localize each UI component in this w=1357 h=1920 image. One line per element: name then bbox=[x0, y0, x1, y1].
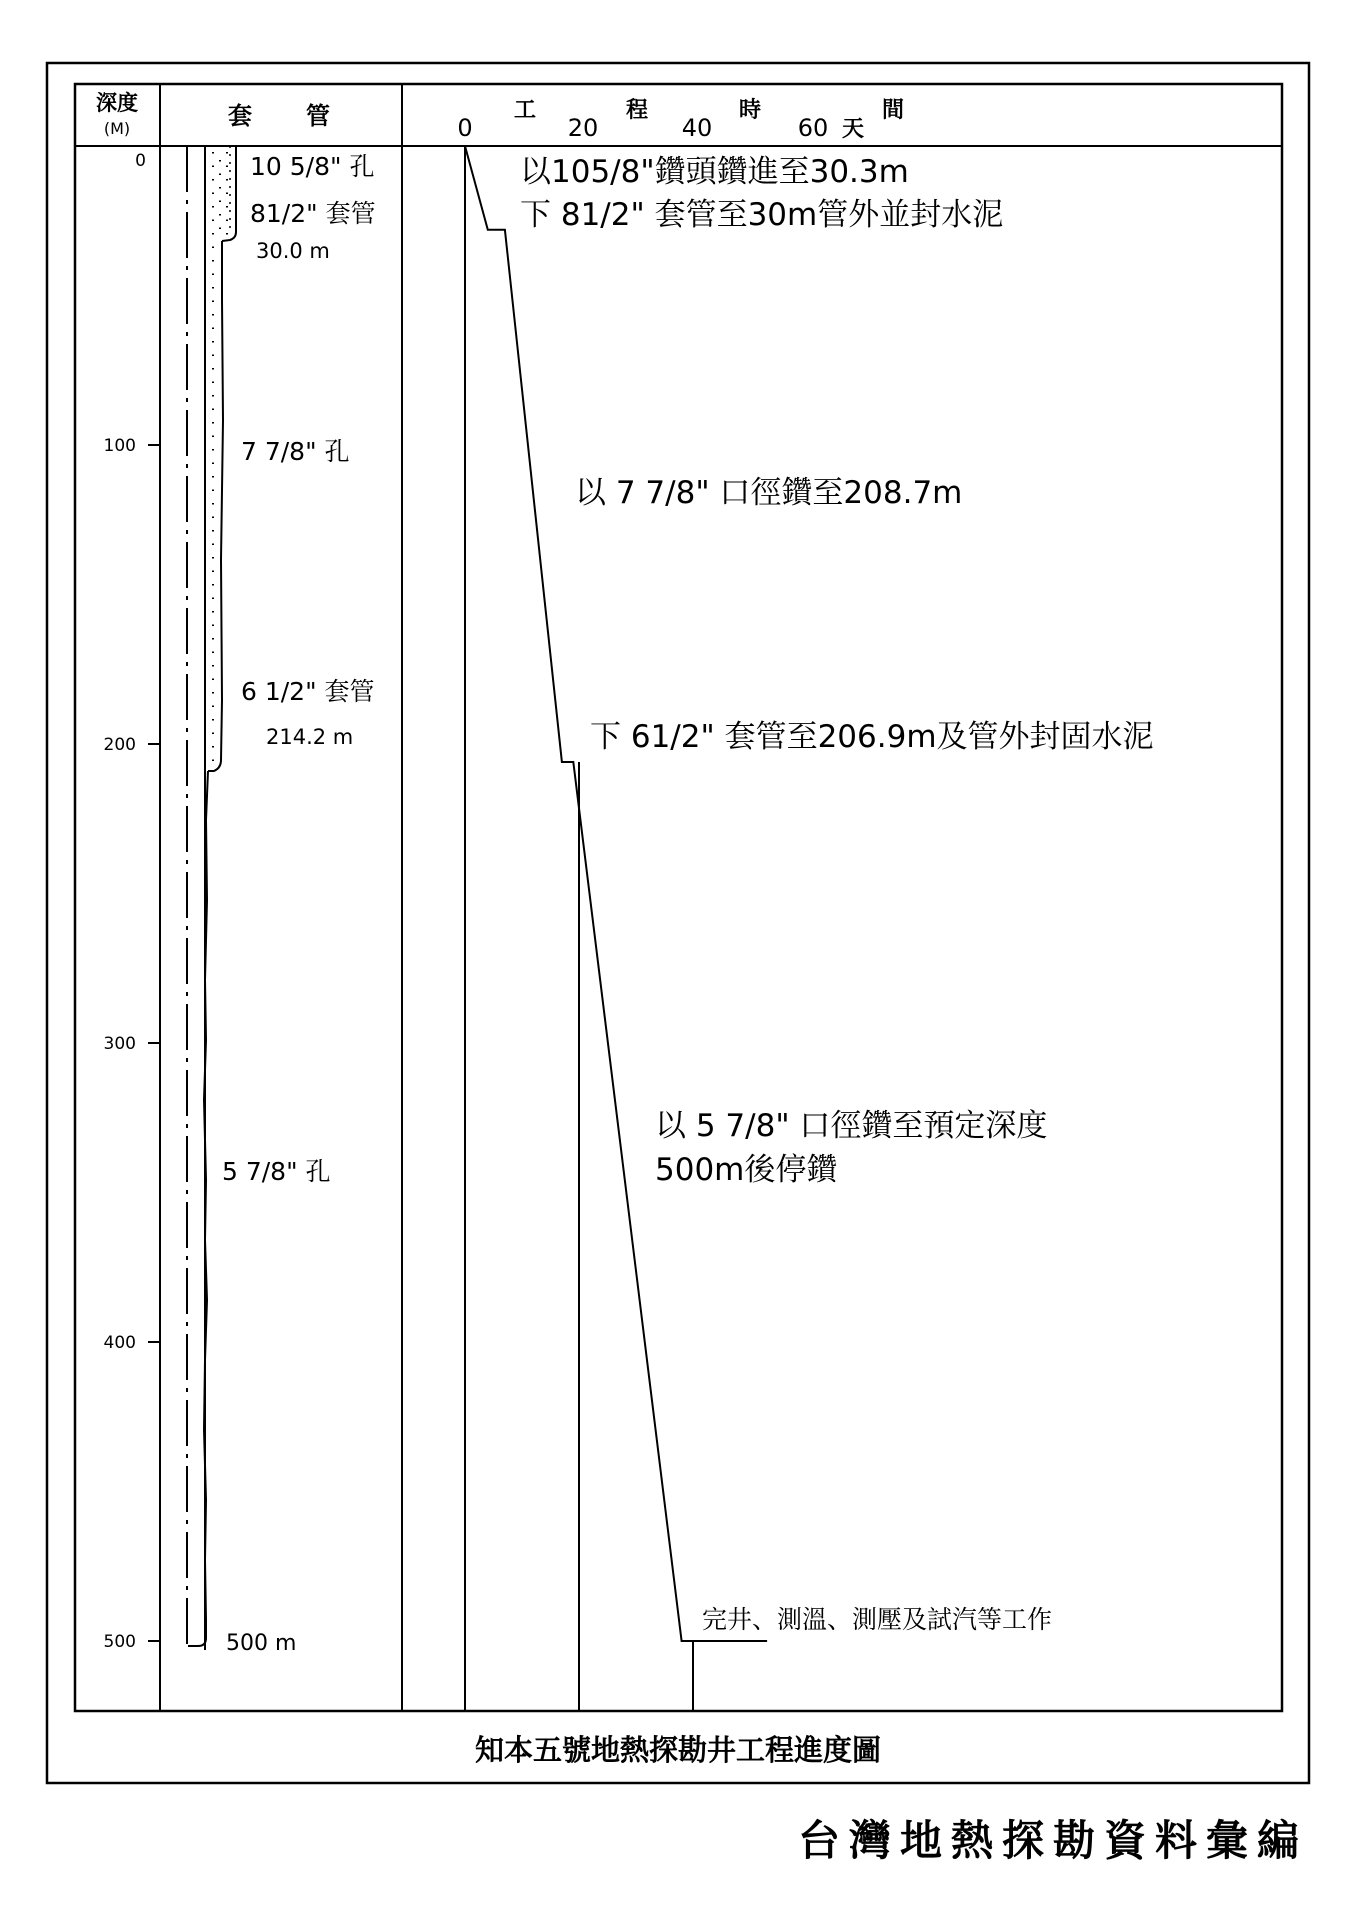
days-unit-label: 天 bbox=[841, 117, 865, 142]
casing-header-2: 管 bbox=[306, 102, 330, 130]
note-drill-5b: 500m後停鑽 bbox=[655, 1152, 838, 1188]
depth-header: 深度 bbox=[96, 91, 138, 115]
time-header-char-4: 間 bbox=[881, 98, 905, 123]
time-header-char-1: 工 bbox=[513, 98, 537, 123]
note-drill-5a: 以 5 7/8" 口徑鑽至預定深度 bbox=[655, 1108, 1048, 1144]
casing-6-outline bbox=[208, 241, 223, 771]
time-header-char-3: 時 bbox=[738, 98, 762, 123]
note-casing-8: 下 81/2" 套管至30m管外並封水泥 bbox=[520, 197, 1004, 233]
well-schematic bbox=[187, 146, 236, 1650]
publication-footer: 台灣地熱探勘資料彙編 bbox=[797, 1816, 1308, 1865]
time-header-char-2: 程 bbox=[625, 98, 649, 123]
label-hole-5: 5 7/8" 孔 bbox=[222, 1157, 331, 1186]
time-tick-0: 0 bbox=[457, 114, 473, 142]
depth-tick-label-0: 0 bbox=[135, 151, 146, 171]
outer-frame bbox=[47, 63, 1309, 1783]
depth-unit-header: (M) bbox=[103, 119, 131, 138]
depth-tick-label-400: 400 bbox=[103, 1333, 136, 1353]
figure-caption: 知本五號地熱探勘井工程進度圖 bbox=[474, 1733, 882, 1767]
label-casing-6-depth: 214.2 m bbox=[266, 725, 354, 749]
time-tick-60: 60 bbox=[797, 114, 829, 142]
label-casing-8-depth: 30.0 m bbox=[256, 239, 330, 263]
time-tick-20: 20 bbox=[567, 114, 599, 142]
note-casing-6: 下 61/2" 套管至206.9m及管外封固水泥 bbox=[590, 719, 1154, 755]
label-td: 500 m bbox=[226, 1631, 297, 1656]
progress-series bbox=[465, 146, 767, 1641]
depth-tick-label-200: 200 bbox=[103, 735, 136, 755]
depth-tick-label-100: 100 bbox=[103, 436, 136, 456]
note-drill-10: 以105/8"鑽頭鑽進至30.3m bbox=[520, 154, 909, 190]
depth-tick-label-300: 300 bbox=[103, 1034, 136, 1054]
casing-8-outline bbox=[222, 146, 236, 241]
label-hole-10: 10 5/8" 孔 bbox=[250, 152, 375, 181]
time-reference-lines bbox=[465, 146, 693, 1711]
label-hole-7: 7 7/8" 孔 bbox=[241, 437, 350, 466]
note-drill-7: 以 7 7/8" 口徑鑽至208.7m bbox=[575, 475, 963, 511]
depth-tick-label-500: 500 bbox=[103, 1632, 136, 1652]
casing-header-1: 套 bbox=[228, 102, 252, 130]
depth-ticks bbox=[104, 151, 160, 1652]
label-casing-8: 81/2" 套管 bbox=[250, 199, 376, 228]
progress-line bbox=[465, 146, 767, 1641]
chart-frame bbox=[75, 84, 1282, 1711]
label-casing-6: 6 1/2" 套管 bbox=[241, 677, 375, 706]
time-tick-40: 40 bbox=[681, 114, 713, 142]
note-completion: 完井、測溫、測壓及試汽等工作 bbox=[702, 1605, 1053, 1634]
